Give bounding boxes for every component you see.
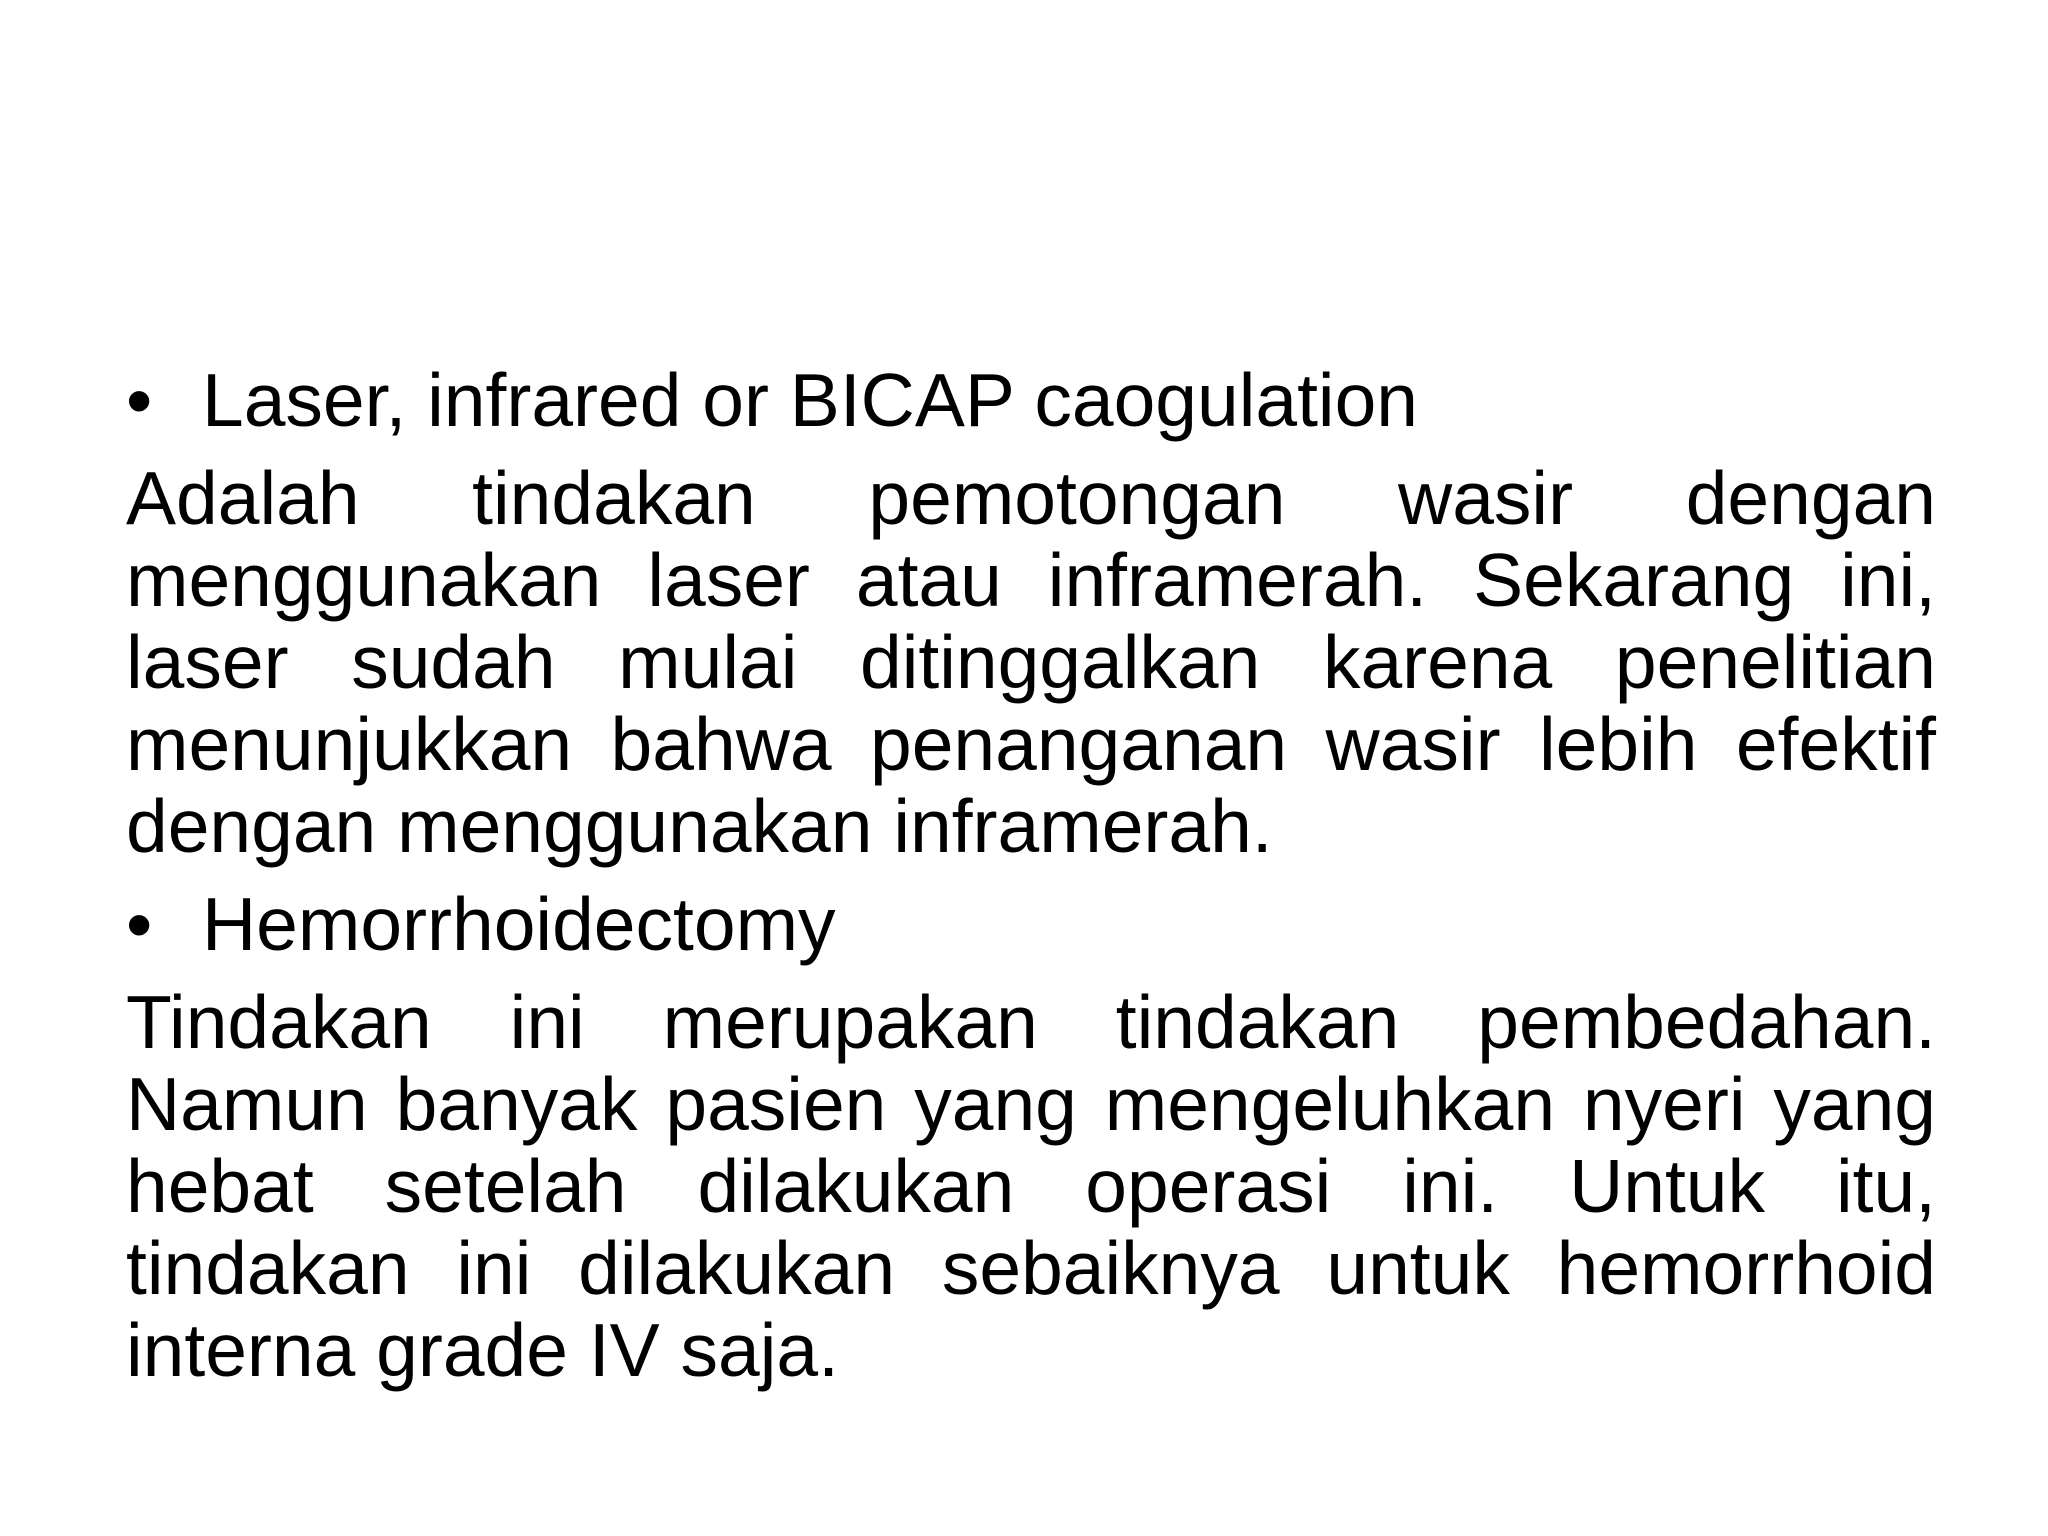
slide-body <box>126 355 1936 1403</box>
paragraph-laser: Adalah tindakan pemotongan wasir dengan menggunakan laser atau inframerah. Sekarang ini, laser sudah mulai ditinggalkan karena penelitian menunjukkan bahwa penanganan wasir lebih efektif dengan menggunakan inframerah. <box>126 456 1936 868</box>
bullet-text: Hemorrhoidectomy <box>202 882 836 966</box>
bullet-text: Laser, infrared or BICAP caogulation <box>202 358 1419 442</box>
bullet-item-hemorrhoidectomy <box>126 879 1936 969</box>
bullet-dot: • <box>126 882 153 966</box>
bullet-item-laser <box>126 355 1936 445</box>
paragraph-hemorrhoidectomy: Tindakan ini merupakan tindakan pembedahan. Namun banyak pasien yang mengeluhkan nyeri yang hebat setelah dilakukan operasi ini. Untuk itu, tindakan ini dilakukan sebaiknya untuk hemorrhoid interna grade IV saja. <box>126 980 1936 1392</box>
bullet-dot: • <box>126 358 153 442</box>
